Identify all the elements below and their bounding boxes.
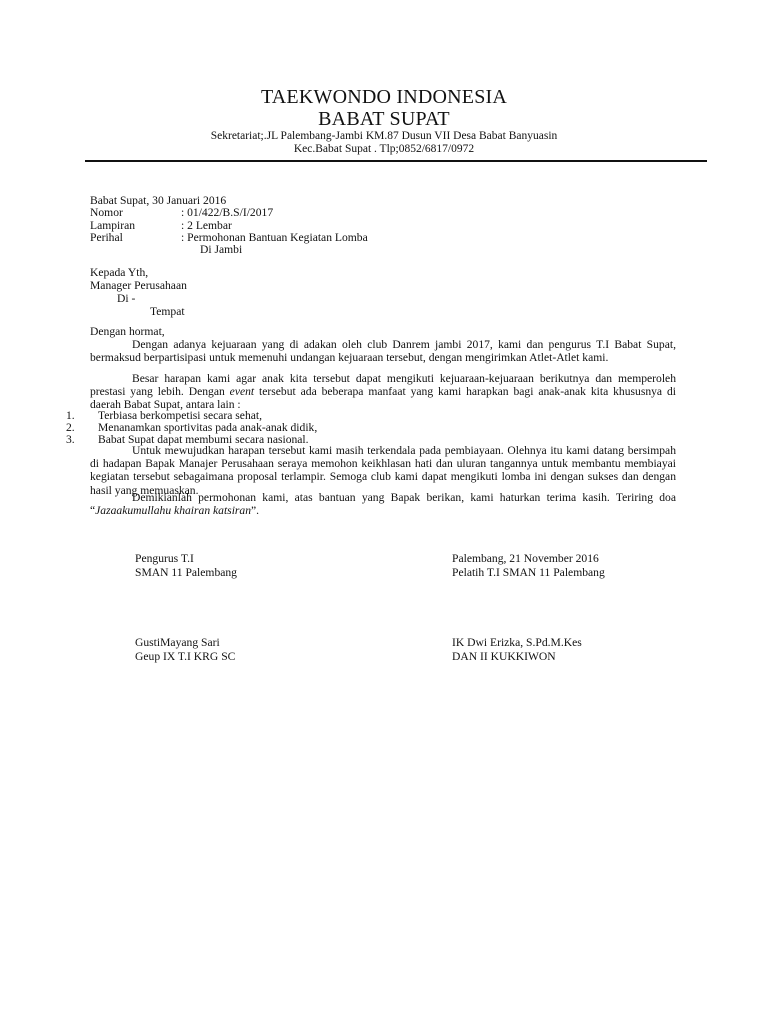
list-number: 3. xyxy=(66,433,75,446)
right-signatory-name: IK Dwi Erizka, S.Pd.M.Kes xyxy=(452,636,582,649)
paragraph-4-text xyxy=(90,491,676,517)
right-signatory-role: Pelatih T.I SMAN 11 Palembang xyxy=(452,566,605,579)
paragraph-2 xyxy=(90,372,676,412)
paragraph-3 xyxy=(90,444,676,497)
lampiran-value: : 2 Lembar xyxy=(181,219,232,232)
recipient-line-3: Di - xyxy=(117,292,136,305)
address-line-1: Sekretariat;.JL Palembang-Jambi KM.87 Dusun VII Desa Babat Banyuasin xyxy=(210,130,558,142)
header-divider xyxy=(85,160,707,162)
perihal-label: Perihal xyxy=(90,231,123,244)
lampiran-label: Lampiran xyxy=(90,219,136,232)
paragraph-4-part-b: ”. xyxy=(251,504,260,518)
right-signatory-date: Palembang, 21 November 2016 xyxy=(452,552,599,565)
paragraph-1 xyxy=(90,338,676,364)
recipient-line-4: Tempat xyxy=(150,305,185,318)
paragraph-2-part-a: Besar harapan kami agar anak kita tersebut dapat mengikuti kejuaraan-kejuaraan berikutnya dan memperoleh prestasi yang lebih. Dengan xyxy=(90,372,676,399)
address-line-2: Kec.Babat Supat . Tlp;0852/6817/0972 xyxy=(293,143,475,155)
paragraph-2-text xyxy=(90,372,676,412)
paragraph-1-text: Dengan adanya kejuaraan yang di adakan oleh club Danrem jambi 2017, kami dan pengurus T.I Babat Supat, bermaksud berpartisipasi untuk memenuhi undangan kejuaraan tersebut, dengan mengirimkan Atlet-Atlet kami. xyxy=(90,338,676,365)
recipient-line-2: Manager Perusahaan xyxy=(90,279,187,292)
list-item: Terbiasa berkompetisi secara sehat, xyxy=(98,409,263,422)
paragraph-4-part-a: Demikianlah permohonan kami, atas bantuan yang Bapak berikan, kami haturkan terima kasih. Teriring doa “ xyxy=(90,491,676,518)
left-signatory-role-2: SMAN 11 Palembang xyxy=(135,566,237,579)
list-number: 2. xyxy=(66,421,75,434)
recipient-line-1: Kepada Yth, xyxy=(90,266,149,279)
list-item: Menanamkan sportivitas pada anak-anak didik, xyxy=(98,421,318,434)
list-number: 1. xyxy=(66,409,75,422)
left-signatory-role-1: Pengurus T.I xyxy=(135,552,194,565)
nomor-value: : 01/422/B.S/I/2017 xyxy=(181,206,274,219)
paragraph-2-part-b: tersebut ada beberapa manfaat yang kami harapkan bagi anak-anak kita khususnya di daerah Babat Supat, antara lain : xyxy=(90,385,676,412)
nomor-label: Nomor xyxy=(90,206,123,219)
salutation: Dengan hormat, xyxy=(90,325,165,338)
paragraph-4 xyxy=(90,491,676,517)
list-item: Babat Supat dapat membumi secara nasional. xyxy=(98,433,309,446)
paragraph-3-text: Untuk mewujudkan harapan tersebut kami masih terkendala pada pembiayaan. Olehnya itu kami datang bersimpah di hadapan Bapak Manajer Perusahaan seraya memohon keikhlasan hati dan uluran tangannya untuk membantu membiayai kegiatan tersebut sebagaimana proposal terlampir. Semoga club kami dapat mengikuti lomba ini dengan sukses dan dengan hasil yang memuaskan. xyxy=(90,444,676,497)
paragraph-2-emphasis: event xyxy=(229,385,255,399)
paragraph-4-emphasis: Jazaakumullahu khairan katsiran xyxy=(95,504,252,518)
perihal-value-2: Di Jambi xyxy=(200,243,243,256)
perihal-value: : Permohonan Bantuan Kegiatan Lomba xyxy=(181,231,368,244)
branch-name: BABAT SUPAT xyxy=(318,108,450,130)
place-date: Babat Supat, 30 Januari 2016 xyxy=(90,194,227,207)
org-name: TAEKWONDO INDONESIA xyxy=(260,86,508,108)
left-signatory-name: GustiMayang Sari xyxy=(135,636,220,649)
right-signatory-rank: DAN II KUKKIWON xyxy=(452,650,556,663)
left-signatory-rank: Geup IX T.I KRG SC xyxy=(135,650,236,663)
